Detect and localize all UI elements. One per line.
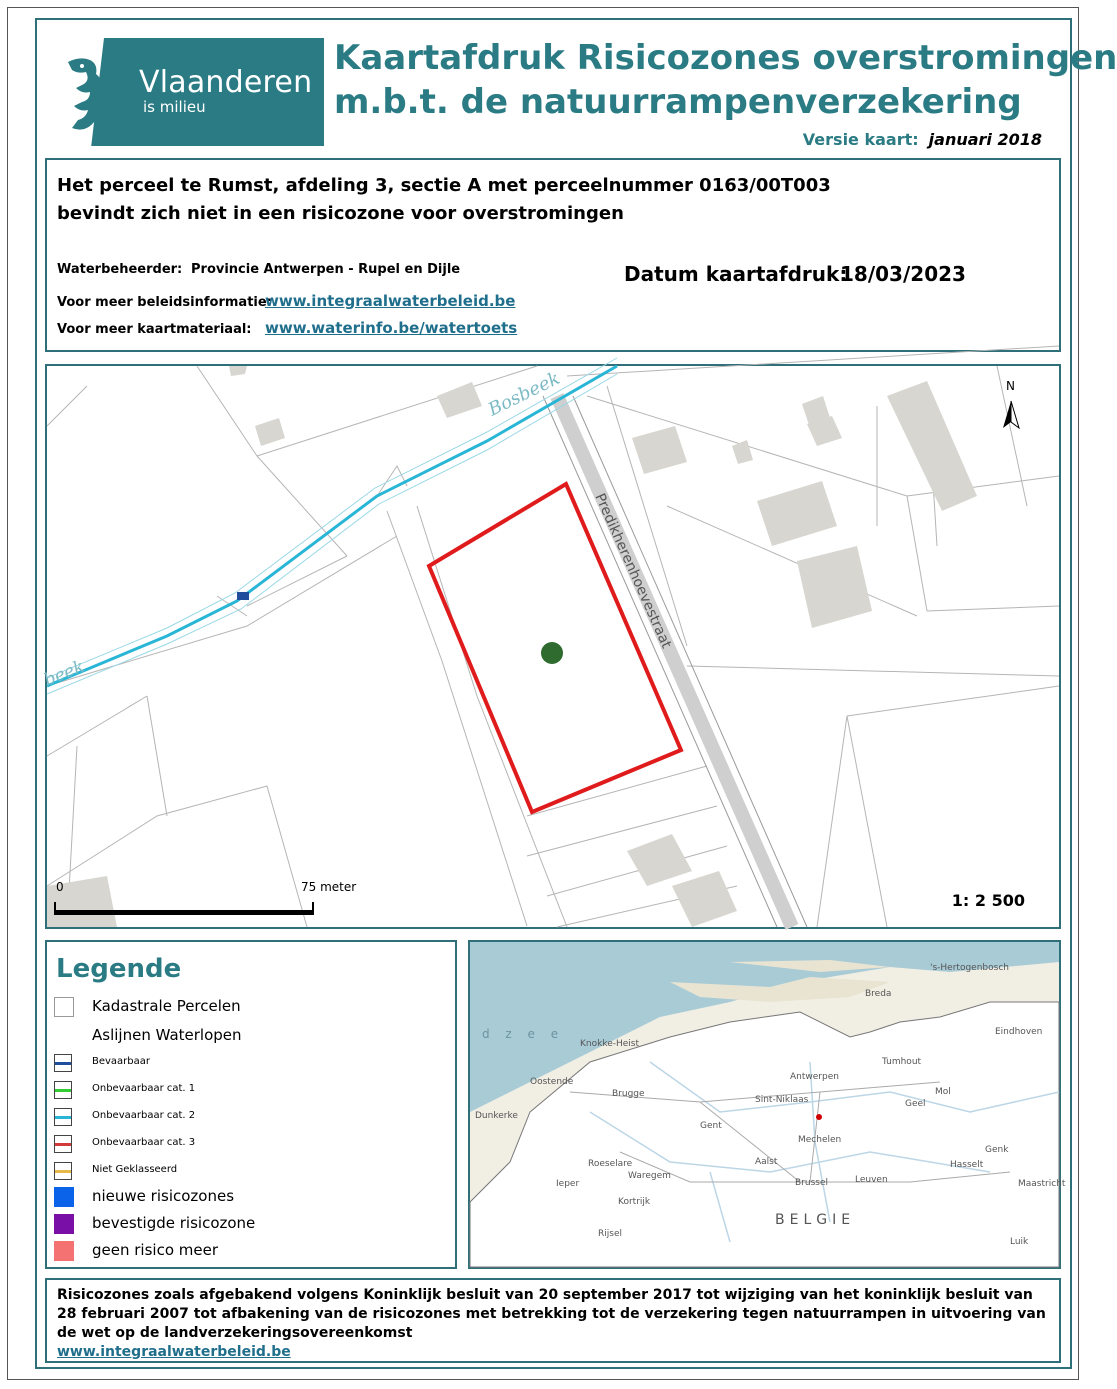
scale-bar (54, 910, 314, 915)
legend-swatch (54, 1081, 72, 1099)
brand-subtitle: is milieu (143, 98, 206, 116)
statement-line-2: bevindt zich niet in een risicozone voor overstromingen (57, 203, 624, 224)
svg-text:Leuven: Leuven (855, 1175, 888, 1185)
print-date-value: 18/03/2023 (840, 262, 966, 286)
legend-swatch (54, 997, 74, 1017)
beleid-link[interactable]: www.integraalwaterbeleid.be (265, 292, 516, 310)
scale-start: 0 (56, 880, 64, 894)
legend-label: Bevaarbaar (92, 1056, 151, 1067)
legend-label: Onbevaarbaar cat. 1 (92, 1083, 196, 1094)
legal-basis-text: Risicozones zoals afgebakend volgens Koninklijk besluit van 20 september 2017 tot wijziging van het koninklijk besluit van 28 februari 2007 tot afbakening van de risicozones met betrekking tot de verzekering tegen natuurrampen in uitvoering van de wet op de landverzekeringsovereenkomst (57, 1287, 1046, 1341)
svg-text:Waregem: Waregem (628, 1171, 671, 1181)
svg-text:Dunkerke: Dunkerke (475, 1111, 518, 1121)
svg-text:Genk: Genk (985, 1145, 1009, 1155)
water-label-2: beek (41, 656, 88, 691)
waterbeheerder-value: Provincie Antwerpen - Rupel en Dijle (191, 262, 461, 277)
title-line-1: Kaartafdruk Risicozones overstromingen (334, 38, 1117, 78)
legend-title: Legende (56, 954, 182, 984)
scale-ratio: 1: 2 500 (951, 891, 1025, 910)
vlaanderen-logo (46, 38, 324, 146)
svg-text:'s-Hertogenbosch: 's-Hertogenbosch (930, 963, 1009, 973)
legend-swatch (54, 1108, 72, 1126)
waterbeheerder-label: Waterbeheerder: (57, 262, 183, 277)
svg-text:Brugge: Brugge (612, 1089, 645, 1099)
svg-text:Luik: Luik (1010, 1237, 1029, 1247)
kaart-link[interactable]: www.waterinfo.be/watertoets (265, 319, 518, 337)
kaart-label: Voor meer kaartmateriaal: (57, 322, 252, 337)
svg-text:Rijsel: Rijsel (598, 1229, 622, 1239)
footer-link[interactable]: www.integraalwaterbeleid.be (57, 1344, 291, 1360)
svg-text:Oostende: Oostende (530, 1077, 574, 1087)
page-title (334, 36, 1117, 124)
map-canvas (41, 366, 1059, 927)
legend-label: geen risico meer (92, 1241, 218, 1259)
svg-text:Sint-Niklaas: Sint-Niklaas (755, 1095, 809, 1105)
svg-text:Mol: Mol (935, 1087, 951, 1097)
legend-label: Aslijnen Waterlopen (92, 1026, 242, 1044)
overview-canvas (470, 942, 1066, 1267)
legend-label: nieuwe risicozones (92, 1187, 235, 1205)
svg-text:d z e e: d z e e (482, 1027, 565, 1041)
version-label: Versie kaart: (802, 130, 919, 149)
beleid-label: Voor meer beleidsinformatie: (57, 295, 272, 310)
svg-text:Eindhoven: Eindhoven (995, 1027, 1043, 1037)
svg-text:Gent: Gent (700, 1121, 722, 1131)
parcel-marker[interactable] (541, 642, 563, 664)
title-line-2: m.b.t. de natuurrampenverzekering (334, 82, 1022, 122)
svg-text:Aalst: Aalst (755, 1157, 778, 1167)
svg-text:Tumhout: Tumhout (882, 1057, 922, 1067)
svg-text:Hasselt: Hasselt (950, 1160, 984, 1170)
footer-box (45, 1278, 1061, 1363)
legend-label: Onbevaarbaar cat. 3 (92, 1137, 196, 1148)
print-date-label: Datum kaartafdruk: (624, 262, 848, 286)
map-version (803, 130, 1042, 149)
legend-swatch (54, 1054, 72, 1072)
street-label: Predikherenhoevestraat (591, 491, 675, 651)
lion-icon (60, 54, 108, 134)
svg-text:BELGIE: BELGIE (775, 1212, 856, 1228)
legend-swatch (54, 1187, 74, 1207)
parcel-statement (57, 172, 831, 228)
version-value: januari 2018 (928, 130, 1042, 149)
legend-swatch (54, 1241, 74, 1261)
svg-text:Knokke-Heist: Knokke-Heist (580, 1039, 640, 1049)
legend-label: Kadastrale Percelen (92, 997, 241, 1015)
legend-label: Onbevaarbaar cat. 2 (92, 1110, 196, 1121)
svg-text:Kortrijk: Kortrijk (618, 1197, 651, 1207)
svg-text:Maastricht: Maastricht (1018, 1179, 1066, 1189)
water-label-1: Bosbeek (484, 367, 564, 421)
legend (45, 940, 457, 1269)
location-dot (816, 1114, 822, 1120)
svg-text:Breda: Breda (865, 989, 892, 999)
scale-end: 75 meter (301, 880, 357, 894)
north-label: N (1006, 379, 1015, 393)
svg-text:Brussel: Brussel (795, 1178, 828, 1188)
legend-label: Niet Geklasseerd (92, 1164, 178, 1175)
overview-map (468, 940, 1066, 1269)
svg-text:Geel: Geel (905, 1099, 926, 1109)
svg-text:Roeselare: Roeselare (588, 1159, 633, 1169)
svg-text:Antwerpen: Antwerpen (790, 1072, 839, 1082)
svg-text:Ieper: Ieper (556, 1179, 580, 1189)
legend-swatch (54, 1135, 72, 1153)
legend-swatch (54, 1162, 72, 1180)
legend-label: bevestigde risicozone (92, 1214, 256, 1232)
statement-line-1: Het perceel te Rumst, afdeling 3, sectie A met perceelnummer 0163/00T003 (57, 175, 831, 196)
svg-text:Mechelen: Mechelen (798, 1135, 842, 1145)
legend-swatch (54, 1214, 74, 1234)
info-box (45, 158, 1061, 352)
brand-name: Vlaanderen (139, 65, 313, 100)
map-view[interactable] (41, 364, 1061, 929)
